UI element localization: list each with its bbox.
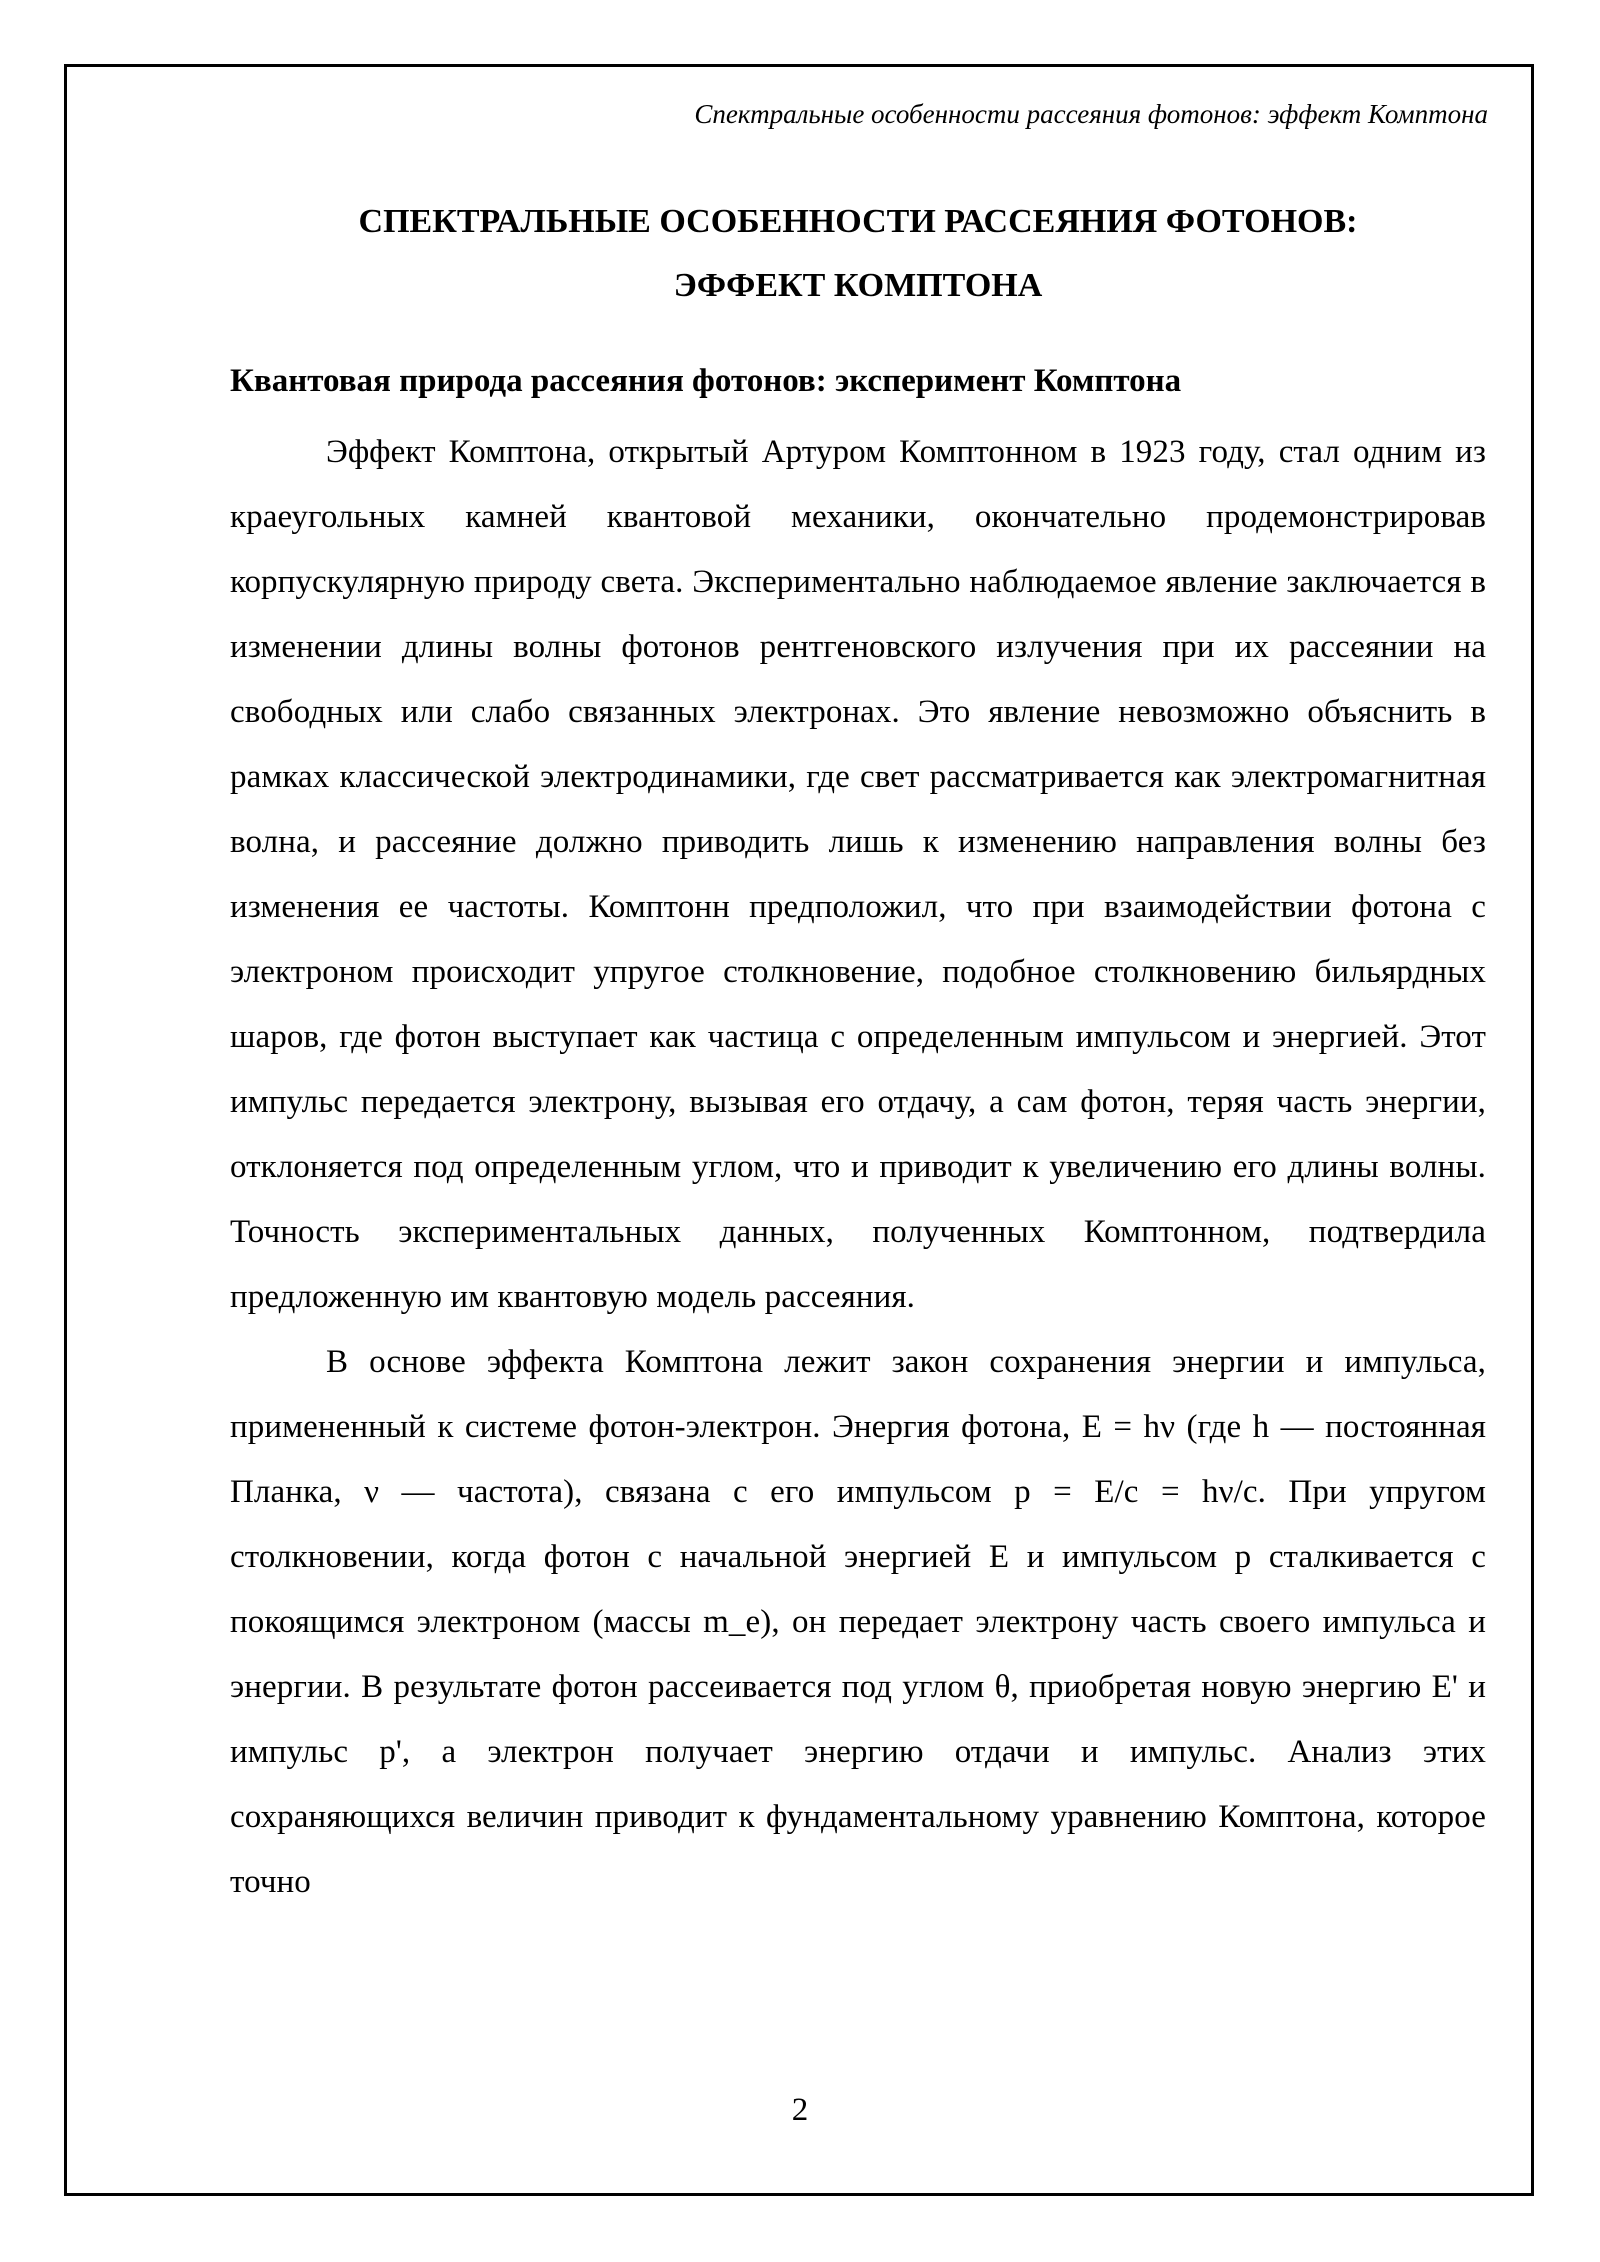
document-title-line-2: ЭФФЕКТ КОМПТОНА	[673, 267, 1043, 304]
document-title-line-1: СПЕКТРАЛЬНЫЕ ОСОБЕННОСТИ РАССЕЯНИЯ ФОТОНОВ:	[358, 203, 1358, 240]
running-header: Спектральные особенности рассеяния фотонов: эффект Комптона	[694, 99, 1488, 129]
page-number: 2	[791, 2092, 809, 2128]
section-heading: Квантовая природа рассеяния фотонов: эксперимент Комптона	[230, 363, 1182, 399]
document-title	[230, 190, 1486, 318]
body-paragraph-2: В основе эффекта Комптона лежит закон сохранения энергии и импульса, примененный к системе фотон-электрон. Энергия фотона, E = hν (где h — постоянная Планка, ν — частота), связана с его импульсом p = E/c = hν/c. При упругом столкновении, когда фотон с начальной энергией E и импульсом p сталкивается с покоящимся электроном (массы m_e), он передает электрону часть своего импульса и энергии. В результате фотон рассеивается под углом θ, приобретая новую энергию E' и импульс p', а электрон получает энергию отдачи и импульс. Анализ этих сохраняющихся величин приводит к фундаментальному уравнению Комптона, которое точно	[230, 1344, 1486, 1900]
body-paragraph-1: Эффект Комптона, открытый Артуром Комптонном в 1923 году, стал одним из краеугольных камней квантовой механики, окончательно продемонстрировав корпускулярную природу света. Экспериментально наблюдаемое явление заключается в изменении длины волны фотонов рентгеновского излучения при их рассеянии на свободных или слабо связанных электронах. Это явление невозможно объяснить в рамках классической электродинамики, где свет рассматривается как электромагнитная волна, и рассеяние должно приводить лишь к изменению направления волны без изменения ее частоты. Комптонн предположил, что при взаимодействии фотона с электроном происходит упругое столкновение, подобное столкновению бильярдных шаров, где фотон выступает как частица с определенным импульсом и энергией. Этот импульс передается электрону, вызывая его отдачу, а сам фотон, теряя часть энергии, отклоняется под определенным углом, что и приводит к увеличению его длины волны. Точность экспериментальных данных, полученных Комптонном, подтвердила предложенную им квантовую модель рассеяния.	[230, 434, 1486, 1315]
page-content	[230, 170, 1486, 1915]
